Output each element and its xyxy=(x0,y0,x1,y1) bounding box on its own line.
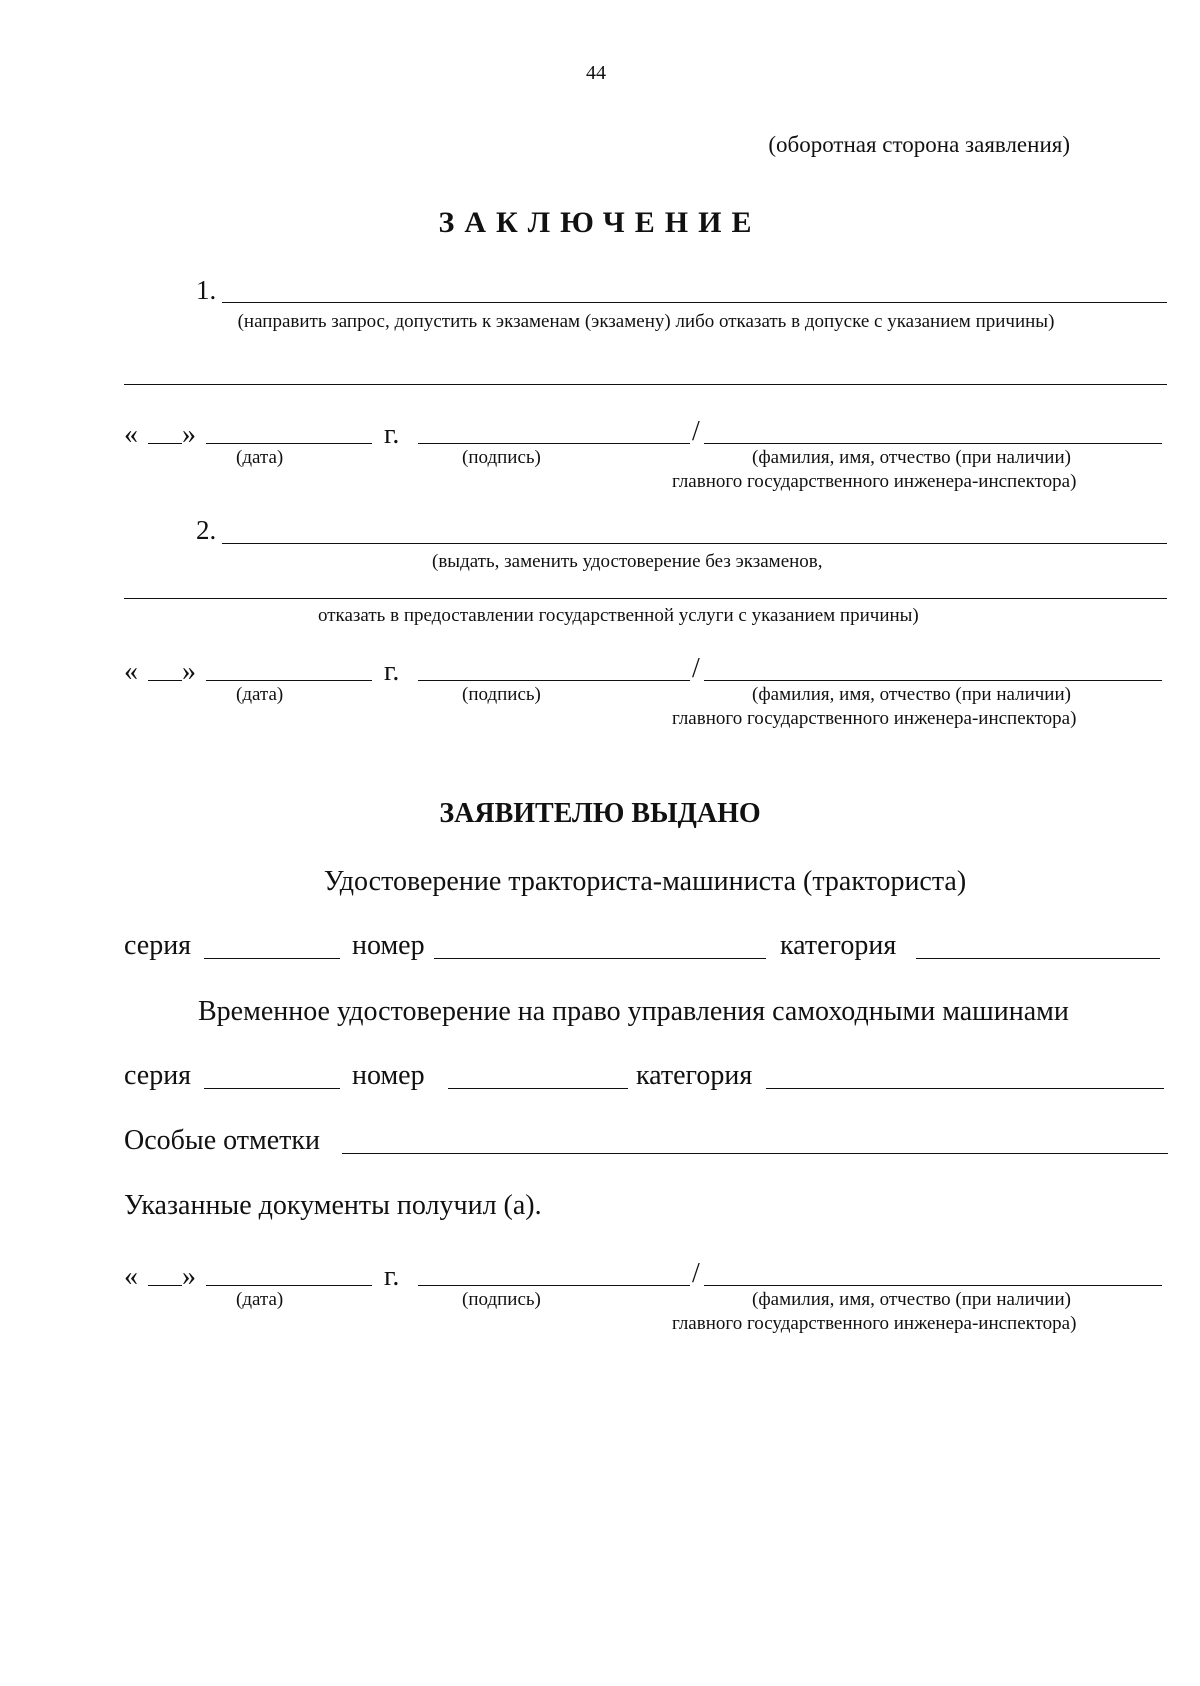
category-field[interactable] xyxy=(916,958,1160,959)
date-caption: (дата) xyxy=(236,1289,284,1310)
date-close-quote: » xyxy=(182,419,196,450)
name-caption-line2: главного государственного инженера-инспектора) xyxy=(672,1313,1077,1334)
item1-continuation-line[interactable] xyxy=(124,384,1167,385)
name-caption-line1: (фамилия, имя, отчество (при наличии) xyxy=(752,447,1071,468)
date-open-quote: « xyxy=(124,1261,138,1292)
signature-caption: (подпись) xyxy=(462,684,541,705)
name-field[interactable] xyxy=(704,443,1162,444)
conclusion-title: ЗАКЛЮЧЕНИЕ xyxy=(438,206,762,239)
number-label: номер xyxy=(352,930,425,961)
year-label: г. xyxy=(384,1261,400,1292)
received-statement: Указанные документы получил (а). xyxy=(124,1190,542,1221)
name-caption-line1: (фамилия, имя, отчество (при наличии) xyxy=(752,684,1071,705)
item1-number: 1. xyxy=(196,275,217,305)
month-field[interactable] xyxy=(206,680,372,681)
date-caption: (дата) xyxy=(236,447,284,468)
item2-caption-line2: отказать в предоставлении государственной услуги с указанием причины) xyxy=(318,605,919,626)
special-marks-label: Особые отметки xyxy=(124,1125,320,1156)
certificate-heading: Удостоверение тракториста-машиниста (тракториста) xyxy=(323,866,967,897)
category-field[interactable] xyxy=(766,1088,1164,1089)
number-field[interactable] xyxy=(448,1088,628,1089)
temporary-certificate-heading: Временное удостоверение на право управления самоходными машинами xyxy=(198,996,1069,1027)
name-caption-line2: главного государственного инженера-инспектора) xyxy=(672,708,1077,729)
page-number: 44 xyxy=(586,62,606,84)
number-label: номер xyxy=(352,1060,425,1091)
year-label: г. xyxy=(384,656,400,687)
month-field[interactable] xyxy=(206,443,372,444)
name-caption-line2: главного государственного инженера-инспектора) xyxy=(672,471,1077,492)
date-close-quote: » xyxy=(182,656,196,687)
item2-number: 2. xyxy=(196,515,217,545)
signature-field[interactable] xyxy=(418,1285,690,1286)
year-label: г. xyxy=(384,419,400,450)
day-field[interactable] xyxy=(148,443,182,444)
item2-line[interactable] xyxy=(222,543,1167,544)
signature-field[interactable] xyxy=(418,680,690,681)
special-marks-field[interactable] xyxy=(342,1153,1168,1154)
date-open-quote: « xyxy=(124,656,138,687)
reverse-side-note: (оборотная сторона заявления) xyxy=(768,132,1070,157)
slash: / xyxy=(692,653,700,684)
day-field[interactable] xyxy=(148,680,182,681)
series-field[interactable] xyxy=(204,1088,340,1089)
category-label: категория xyxy=(636,1060,753,1091)
date-close-quote: » xyxy=(182,1261,196,1292)
slash: / xyxy=(692,1258,700,1289)
name-field[interactable] xyxy=(704,1285,1162,1286)
day-field[interactable] xyxy=(148,1285,182,1286)
name-caption-line1: (фамилия, имя, отчество (при наличии) xyxy=(752,1289,1071,1310)
date-caption: (дата) xyxy=(236,684,284,705)
category-label: категория xyxy=(780,930,897,961)
series-field[interactable] xyxy=(204,958,340,959)
signature-field[interactable] xyxy=(418,443,690,444)
month-field[interactable] xyxy=(206,1285,372,1286)
item1-line[interactable] xyxy=(222,302,1167,303)
issued-title: ЗАЯВИТЕЛЮ ВЫДАНО xyxy=(439,798,761,829)
series-label: серия xyxy=(124,930,192,961)
name-field[interactable] xyxy=(704,680,1162,681)
item2-continuation-line[interactable] xyxy=(124,598,1167,599)
signature-caption: (подпись) xyxy=(462,447,541,468)
item1-caption: (направить запрос, допустить к экзаменам (экзамену) либо отказать в допуске с указанием причины) xyxy=(237,311,1055,332)
series-label: серия xyxy=(124,1060,192,1091)
number-field[interactable] xyxy=(434,958,766,959)
item2-caption-line1: (выдать, заменить удостоверение без экзаменов, xyxy=(432,551,823,572)
slash: / xyxy=(692,416,700,447)
date-open-quote: « xyxy=(124,419,138,450)
signature-caption: (подпись) xyxy=(462,1289,541,1310)
